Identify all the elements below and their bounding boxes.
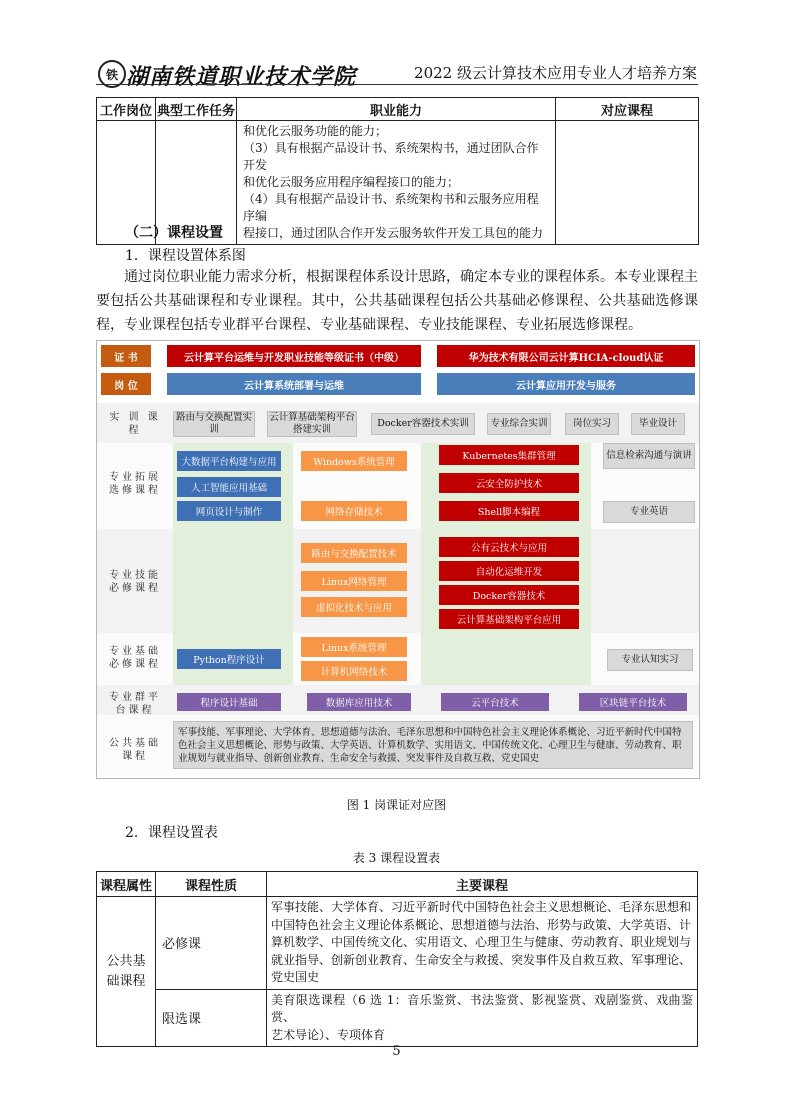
course-list xyxy=(267,897,698,990)
public-courses-box: 军事技能、军事理论、大学体育、思想道德与法治、毛泽东思想和中国特色社会主义理论体系概论、习近平新时代中国特色社会主义思想概论、形势与政策、大学英语、计算机数学、实用语文、中国传统文化、心理卫生与健康、劳动教育、职业规划与就业指导、创新创业教育、生命安全与救援、突发事件及自救互救、党史国史 xyxy=(173,721,693,769)
course-box: 虚拟化技术与应用 xyxy=(301,597,407,617)
text-line: 和优化云服务功能的能力； xyxy=(243,124,388,138)
cert-label: 证 书 xyxy=(101,345,151,367)
course-box: 大数据平台构建与应用 xyxy=(177,451,281,471)
course-box: 信息检索沟通与演讲 xyxy=(603,443,695,469)
practice-course: 路由与交换配置实训 xyxy=(173,411,255,437)
col-header: 主要课程 xyxy=(267,872,698,897)
text-line: 算机数学、中国传统文化、实用语文、心理卫生与健康、劳动教育、职业规划与 xyxy=(271,935,692,949)
col-header: 工作岗位 xyxy=(97,98,156,121)
basic-label: 专业基础必修课程 xyxy=(109,646,161,670)
course-box: 专业英语 xyxy=(603,501,695,523)
post-box: 云计算系统部署与运维 xyxy=(167,373,421,395)
course-box: 人工智能应用基础 xyxy=(177,477,281,497)
col-header: 课程性质 xyxy=(156,872,267,897)
text-line: 军事技能、大学体育、习近平新时代中国特色社会主义思想概论、毛泽东思想和 xyxy=(271,900,692,914)
course-nature: 限选课 xyxy=(156,989,267,1047)
course-box: 自动化运维开发 xyxy=(439,561,579,581)
practice-course: 云计算基础架构平台搭建实训 xyxy=(267,411,357,437)
text-line: 艺术导论）、专项体育 xyxy=(271,1027,386,1042)
text-line: 程接口，通过团队合作开发云服务软件开发工具包的能力 xyxy=(243,226,544,240)
course-box: Linux系统管理 xyxy=(301,637,407,657)
course-box: 路由与交换配置技术 xyxy=(301,543,407,563)
text-line: 中国特色社会主义理论体系概论、思想道德与法治、形势与政策、大学英语、计 xyxy=(271,917,692,932)
text-line: 就业指导、创新创业教育、生命安全与救援、突发事件及自救互救、军事理论、 xyxy=(271,952,692,967)
course-box: 公有云技术与应用 xyxy=(439,537,579,557)
text-line: 和优化云服务应用程序编程接口的能力； xyxy=(243,175,460,189)
cert-box: 云计算平台运维与开发职业技能等级证书（中级） xyxy=(167,345,421,367)
post-box: 云计算应用开发与服务 xyxy=(437,373,695,395)
practice-label: 实 训 课 程 xyxy=(109,412,161,436)
course-box: 云计算基础架构平台应用 xyxy=(439,609,579,629)
course-box: 网页设计与制作 xyxy=(177,501,281,521)
platform-label: 专业群平台课程 xyxy=(109,692,161,716)
course-box: 区块链平台技术 xyxy=(579,693,687,711)
course-box: 数据库应用技术 xyxy=(307,693,411,711)
post-label: 岗 位 xyxy=(101,373,151,395)
course-table xyxy=(96,871,698,1047)
course-box: 计算机网络技术 xyxy=(301,661,407,681)
practice-course: 毕业设计 xyxy=(631,413,685,435)
document-title: 2022 级云计算技术应用专业人才培养方案 xyxy=(414,64,697,82)
course-box: Python程序设计 xyxy=(177,649,281,669)
header-divider xyxy=(96,84,698,85)
school-seal-icon: 铁 xyxy=(98,60,126,88)
subsection-heading: 2．课程设置表 xyxy=(125,825,218,841)
col-header: 典型工作任务 xyxy=(156,98,237,121)
course-box: 云平台技术 xyxy=(441,693,549,711)
col-header: 课程属性 xyxy=(97,872,156,897)
public-label: 公共基础课程 xyxy=(109,738,161,762)
school-logo-text: 湖南铁道职业技术学院 xyxy=(126,64,357,90)
course-box: 云安全防护技术 xyxy=(439,473,579,493)
practice-course: Docker容器技术实训 xyxy=(371,413,475,435)
course-box: Kubernetes集群管理 xyxy=(439,445,579,465)
cert-box: 华为技术有限公司云计算HCIA-cloud认证 xyxy=(437,345,695,367)
course-box: Windows系统管理 xyxy=(301,451,407,471)
practice-course: 专业综合实训 xyxy=(487,413,551,435)
section-heading: （二）课程设置 xyxy=(125,225,223,241)
text-line: （3）具有根据产品设计书、系统架构书，通过团队合作开发 xyxy=(243,141,539,172)
course-box: Linux网络管理 xyxy=(301,571,407,591)
text-line: 党史国史 xyxy=(271,970,320,984)
course-attribute: 公共基础课程 xyxy=(97,897,156,1047)
course-nature: 必修课 xyxy=(156,897,267,990)
body-paragraph: 通过岗位职业能力需求分析，根据课程体系设计思路，确定本专业的课程体系。本专业课程主要包括公共基础课程和专业课程。其中，公共基础课程包括公共基础必修课程、公共基础选修课程，专业课程包括专业群平台课程、专业基础课程、专业技能课程、专业拓展选修课程。 xyxy=(96,269,698,333)
text-line: 美育限选课程（6 选 1：音乐鉴赏、书法鉴赏、影视鉴赏、戏剧鉴赏、戏曲鉴赏、 xyxy=(271,992,693,1024)
subsection-heading: 1．课程设置体系图 xyxy=(125,248,246,264)
course-box: 网络存储技术 xyxy=(301,501,407,521)
competency-cell xyxy=(237,121,556,245)
text-line: （4）具有根据产品设计书、系统架构书和云服务应用程序编 xyxy=(243,192,539,223)
col-header: 对应课程 xyxy=(556,98,699,121)
col-header: 职业能力 xyxy=(237,98,556,121)
course-box: Docker容器技术 xyxy=(439,585,579,605)
practice-course: 岗位实习 xyxy=(565,413,619,435)
page-number: 5 xyxy=(392,1044,401,1059)
course-list xyxy=(267,989,698,1047)
course-box: 专业认知实习 xyxy=(607,649,693,671)
figure-caption: 图 1 岗课证对应图 xyxy=(346,798,447,812)
course-box: 程序设计基础 xyxy=(177,693,281,711)
course-box: Shell脚本编程 xyxy=(439,501,579,521)
course-system-diagram xyxy=(96,340,700,779)
skill-label: 专业技能必修课程 xyxy=(109,570,161,594)
extension-label: 专业拓展选修课程 xyxy=(109,472,161,496)
table-cell xyxy=(556,121,699,245)
table-caption: 表 3 课程设置表 xyxy=(352,851,441,865)
